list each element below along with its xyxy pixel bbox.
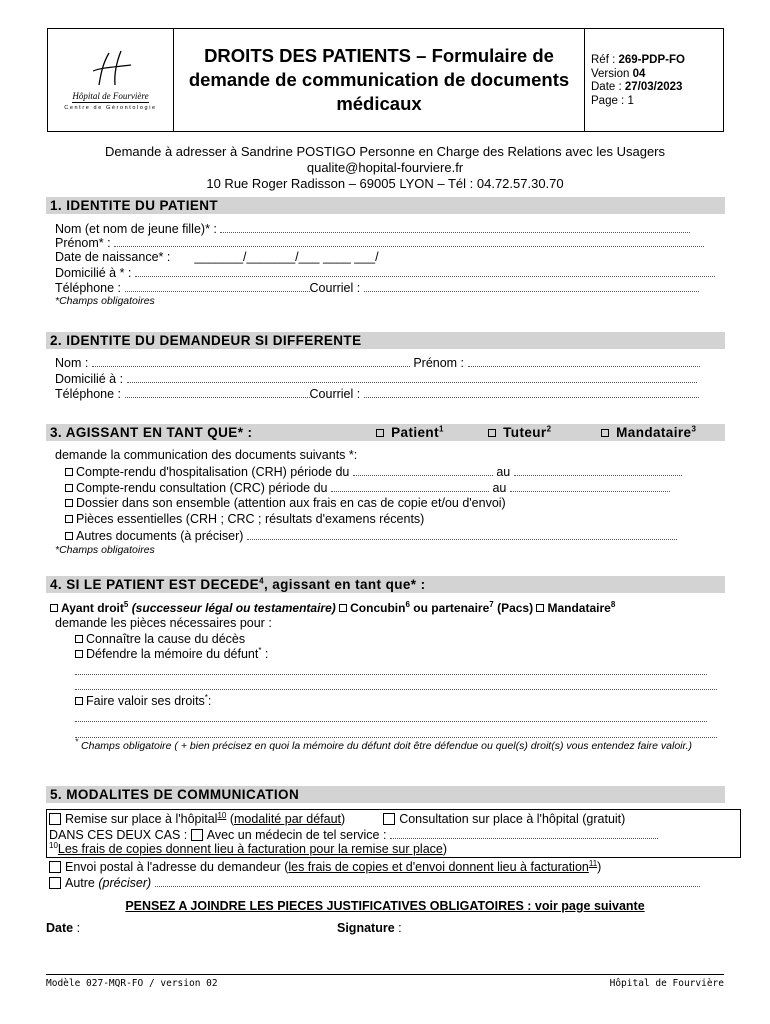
- page-footer: [46, 974, 724, 989]
- cause-deces-checkbox[interactable]: Connaître la cause du décès: [75, 632, 723, 647]
- patient-naissance-field[interactable]: Date de naissance* : _______/_______/___ ____ ___/: [55, 250, 379, 264]
- option-mandataire[interactable]: Mandataire$^3$: [601, 424, 696, 441]
- pensez-joindre-notice: PENSEZ A JOINDRE LES PIECES JUSTIFICATIVES OBLIGATOIRES : voir page suivante: [125, 899, 645, 913]
- section-1-heading: 1. IDENTITE DU PATIENT: [46, 197, 725, 214]
- option-mandataire-decede[interactable]: Mandataire$^8$: [536, 601, 615, 615]
- patient-domicile-field[interactable]: Domicilié à * :: [55, 265, 723, 280]
- address-block: [40, 144, 730, 192]
- section-5-heading: 5. MODALITES DE COMMUNICATION: [46, 786, 725, 803]
- section-4-heading: 4. SI LE PATIENT EST DECEDE$^4$, agissant en tant que* :: [46, 576, 725, 593]
- section-3-intro: demande la communication des documents suivants *:: [55, 448, 358, 462]
- droits-line-2[interactable]: [75, 726, 723, 741]
- document-title: DROITS DES PATIENTS – Formulaire de demande de communication de documents médicaux: [188, 45, 570, 114]
- footer-model: Modèle 027-MQR-FO / version 02: [46, 978, 218, 989]
- patient-prenom-field[interactable]: Prénom* :: [55, 235, 723, 250]
- autre-option[interactable]: Autre (préciser): [49, 875, 723, 890]
- address-line-1: Demande à adresser à Sandrine POSTIGO Personne en Charge des Relations avec les Usagers: [104, 144, 665, 159]
- doc-crc-checkbox[interactable]: Compte-rendu consultation (CRC) période du au: [65, 480, 723, 495]
- section-4-note: * Champs obligatoire ( + bien précisez en quoi la mémoire du défunt doit être défendue ou quel(s) droit(s) vous entendez faire valoir.): [75, 737, 693, 752]
- patient-nom-field[interactable]: Nom (et nom de jeune fille)* :: [55, 221, 723, 236]
- section-4-intro: demande les pièces nécessaires pour :: [55, 616, 272, 630]
- memoire-defunt-checkbox[interactable]: Défendre la mémoire du défunt* :: [75, 647, 723, 662]
- droits-line-1[interactable]: [75, 710, 723, 725]
- doc-dossier-checkbox[interactable]: Dossier dans son ensemble (attention aux frais en cas de copie et/ou d'envoi): [65, 496, 723, 511]
- remise-option[interactable]: Remise sur place à l'hôpital$^{10}$ (modalité par défaut) Consultation sur place à l'hôpital (gratuit): [49, 812, 723, 827]
- date-value: 27/03/2023: [624, 81, 683, 93]
- memoire-line-1[interactable]: [75, 663, 723, 678]
- logo-subtitle: Centre de Gérontologie: [64, 105, 157, 111]
- logo: [48, 29, 174, 131]
- logo-name: Hôpital de Fourvière: [72, 91, 149, 101]
- doc-pieces-checkbox[interactable]: Pièces essentielles (CRH ; CRC ; résultats d'examens récents): [65, 512, 723, 527]
- document-title-cell: [174, 29, 585, 131]
- consultation-option[interactable]: Consultation sur place à l'hôpital (gratuit): [383, 812, 625, 826]
- option-ayant-droit[interactable]: Ayant droit$^5$ (successeur légal ou testamentaire): [50, 601, 336, 615]
- doc-crh-checkbox[interactable]: Compte-rendu d'hospitalisation (CRH) période du au: [65, 464, 723, 479]
- option-patient[interactable]: Patient$^1$: [376, 424, 444, 441]
- version-value: 04: [632, 67, 646, 80]
- demandeur-nom-field[interactable]: Nom : Prénom :: [55, 355, 723, 370]
- envoi-postal-option[interactable]: Envoi postal à l'adresse du demandeur (les frais de copies et d'envoi donnent lieu à facturation$^{11}$): [49, 860, 723, 875]
- hospital-logo-icon: [81, 49, 141, 89]
- demandeur-contact-field[interactable]: Téléphone : Courriel :: [55, 386, 723, 401]
- droits-checkbox[interactable]: Faire valoir ses droits*:: [75, 694, 723, 709]
- option-concubin[interactable]: Concubin$^6$ ou partenaire$^7$ (Pacs): [339, 601, 533, 615]
- medecin-field[interactable]: DANS CES DEUX CAS : Avec un médecin de tel service :: [49, 827, 723, 842]
- option-tuteur[interactable]: Tuteur$^2$: [488, 424, 551, 441]
- document-meta: Réf : 269-PDP-FO Version 04 Date : 27/03/2023 Page : 1: [585, 29, 723, 131]
- mandatory-note: *Champs obligatoires: [55, 544, 155, 556]
- address-line-3: 10 Rue Roger Radisson – 69005 LYON – Tél : 04.72.57.30.70: [206, 176, 564, 191]
- doc-autres-checkbox[interactable]: Autres documents (à préciser): [65, 528, 723, 543]
- frais-remise-note: $^{10}$Les frais de copies donnent lieu à facturation pour la remise sur place): [49, 842, 448, 856]
- footer-hospital: Hôpital de Fourvière: [609, 978, 724, 989]
- mandatory-note: *Champs obligatoires: [55, 295, 155, 307]
- patient-contact-field[interactable]: Téléphone : Courriel :: [55, 280, 723, 295]
- document-header: [47, 28, 724, 132]
- section-2-heading: 2. IDENTITE DU DEMANDEUR SI DIFFERENTE: [46, 332, 725, 349]
- signature-field[interactable]: Signature :: [337, 921, 402, 935]
- address-email[interactable]: qualite@hopital-fourviere.fr: [306, 160, 464, 175]
- section-4-options: [50, 601, 732, 616]
- ref-value: 269-PDP-FO: [618, 54, 685, 66]
- memoire-line-2[interactable]: [75, 678, 723, 693]
- section-3-heading: 3. AGISSANT EN TANT QUE* : Patient$^1$ Tuteur$^2$ Mandataire$^3$: [46, 424, 725, 441]
- date-field[interactable]: Date :: [46, 921, 81, 935]
- demandeur-domicile-field[interactable]: Domicilié à :: [55, 371, 723, 386]
- page-number: Page : 1: [591, 94, 634, 107]
